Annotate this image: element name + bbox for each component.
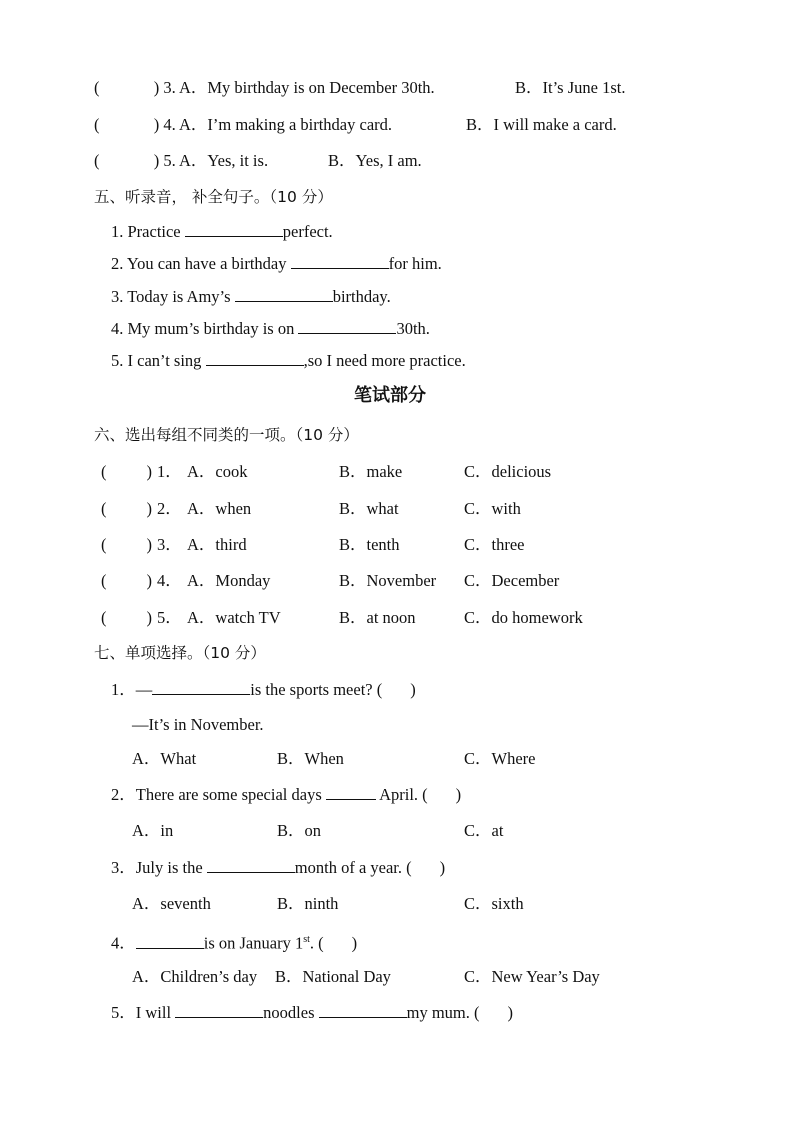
answer-paren-close: ) xyxy=(153,151,160,170)
option-a: A．My birthday is on December 30th. xyxy=(178,78,435,97)
s6-row-5: ( ) 5． A．watch TV B．at noon C．do homework xyxy=(101,608,583,627)
section6-heading: 六、选出每组不同类的一项。（10 分） xyxy=(94,426,359,444)
item-number: 4. xyxy=(163,115,176,134)
s6-row-4: ( ) 4． A．Monday B．November C．December xyxy=(101,571,560,590)
s5-item-4: 4. My mum’s birthday is on 30th. xyxy=(111,319,430,338)
section5-heading: 五、听录音， 补全句子。（10 分） xyxy=(94,188,333,206)
answer-paren-open[interactable]: ( xyxy=(94,115,100,134)
s6-row-2: ( ) 2． A．when B．what C．with xyxy=(101,499,521,518)
s7-q2: 2．There are some special days April. ( ) xyxy=(111,785,462,804)
fill-blank[interactable] xyxy=(235,287,333,302)
item-number: 3. xyxy=(163,78,176,97)
fill-blank[interactable] xyxy=(319,1003,407,1018)
item-number: 5. xyxy=(163,151,176,170)
s5-item-1: 1. Practice perfect. xyxy=(111,222,333,241)
option-a: A．Yes, it is. xyxy=(178,151,269,170)
s4-item-3 xyxy=(94,78,435,98)
s6-row-3: ( ) 3． A．third B．tenth C．three xyxy=(101,535,525,554)
section7-heading: 七、单项选择。（10 分） xyxy=(94,644,266,662)
answer-paren[interactable]: ( xyxy=(101,535,107,554)
fill-blank[interactable] xyxy=(291,254,389,269)
answer-paren[interactable]: ( xyxy=(101,571,107,590)
fill-blank[interactable] xyxy=(175,1003,263,1018)
s6-row-1: ( ) 1． A．cook B．make C．delicious xyxy=(101,462,552,481)
option-a: A．I’m making a birthday card. xyxy=(178,115,393,134)
s7-q1-answer: —It’s in November. xyxy=(132,715,264,734)
s7-q5: 5．I will noodles my mum. ( ) xyxy=(111,1003,514,1022)
s7-q1: 1．— is the sports meet? ( ) xyxy=(111,680,416,699)
fill-blank[interactable] xyxy=(206,351,304,366)
answer-paren[interactable]: ( xyxy=(101,499,107,518)
s4-item-5-option-b: B．Yes, I am. xyxy=(328,151,422,170)
answer-paren[interactable]: ( xyxy=(101,608,107,627)
answer-paren[interactable]: ( xyxy=(101,462,107,481)
fill-blank[interactable] xyxy=(298,319,396,334)
s7-q3: 3．July is the month of a year. ( ) xyxy=(111,858,446,877)
s7-q4: 4． is on January 1st. ( ) xyxy=(111,933,358,953)
s4-item-3-option-b: B．It’s June 1st. xyxy=(515,78,626,97)
s4-item-4-option-b: B．I will make a card. xyxy=(466,115,617,134)
s5-item-2: 2. You can have a birthday for him. xyxy=(111,254,442,273)
answer-paren-open[interactable]: ( xyxy=(94,78,100,97)
fill-blank[interactable] xyxy=(326,785,376,800)
s5-item-5: 5. I can’t sing ,so I need more practice. xyxy=(111,351,466,370)
written-part-title: 笔试部分 xyxy=(354,385,426,406)
s4-item-4 xyxy=(94,115,392,135)
s5-item-3: 3. Today is Amy’s birthday. xyxy=(111,287,391,306)
fill-blank[interactable] xyxy=(207,858,295,873)
fill-blank[interactable] xyxy=(136,934,204,949)
s4-item-5 xyxy=(94,151,268,171)
fill-blank[interactable] xyxy=(185,222,283,237)
fill-blank[interactable] xyxy=(152,680,250,695)
answer-paren-close: ) xyxy=(153,115,160,134)
answer-paren-close: ) xyxy=(153,78,160,97)
answer-paren-open[interactable]: ( xyxy=(94,151,100,170)
